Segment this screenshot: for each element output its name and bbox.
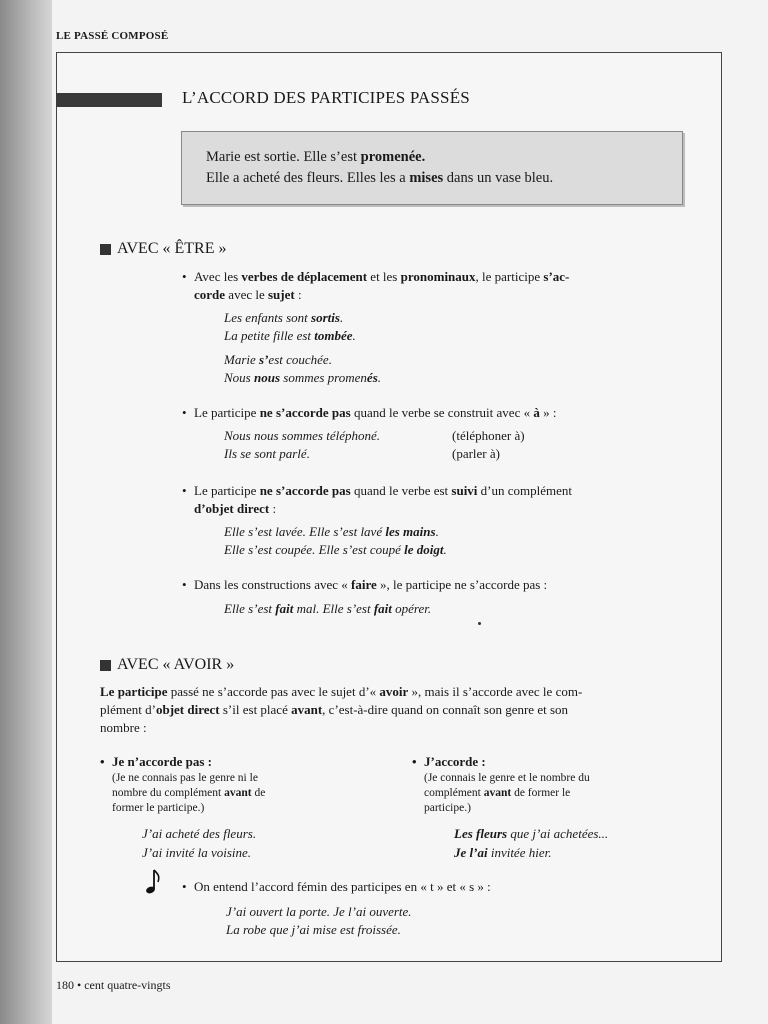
right-column-note: (Je connais le genre et le nombre du complément avant de former le participe.) bbox=[424, 772, 590, 814]
example-sentence: Nous nous sommes téléphoné. bbox=[224, 428, 380, 443]
bullet-icon: • bbox=[182, 269, 187, 284]
rule-objet-direct: • Le participe ne s’accorde pas quand le verbe est suivi d’un complément d’objet direct : bbox=[182, 483, 573, 516]
example-sentence: Nous nous sommes promenés. bbox=[224, 370, 382, 385]
example-sentence: J’ai invité la voisine. bbox=[142, 845, 252, 860]
bullet-icon: • bbox=[412, 754, 417, 769]
example-sentence: Les enfants sont sortis. bbox=[224, 310, 344, 325]
example-sentence: Marie s’est couchée. bbox=[224, 352, 332, 367]
bullet-icon: • bbox=[182, 577, 187, 592]
page-footer: 180 • cent quatre-vingts bbox=[56, 978, 171, 992]
example-line-1: Marie est sortie. Elle s’est promenée. bbox=[206, 149, 426, 165]
heading-avec-avoir: AVEC « AVOIR » bbox=[100, 656, 234, 674]
example-sentence: Elle s’est coupée. Elle s’est coupé le doigt. bbox=[224, 542, 447, 557]
title-bar-decoration bbox=[56, 93, 162, 107]
avoir-intro: Le participe passé ne s’accorde pas avec le sujet d’« avoir », mais il s’accorde avec le com- plément d’objet direct s’il est placé avant, c’est-à-dire quand on connaît son genre et son nombre : bbox=[100, 684, 583, 735]
music-note-icon bbox=[144, 868, 164, 896]
square-bullet-icon bbox=[100, 244, 111, 255]
rule-faire: • Dans les constructions avec « faire », le participe ne s’accorde pas : bbox=[182, 577, 548, 592]
heading-avec-etre: AVEC « ÊTRE » bbox=[100, 240, 226, 258]
page-number-words: cent quatre-vingts bbox=[84, 978, 171, 992]
example-sentence: Elle s’est lavée. Elle s’est lavé les mains. bbox=[224, 524, 439, 539]
bullet-icon: • bbox=[182, 405, 187, 420]
example-sentence: J’ai ouvert la porte. Je l’ai ouverte. bbox=[226, 904, 412, 919]
square-bullet-icon bbox=[100, 660, 111, 671]
example-sentence: Ils se sont parlé. bbox=[224, 446, 310, 461]
rule-construction-a: • Le participe ne s’accorde pas quand le verbe se construit avec « à » : bbox=[182, 405, 557, 420]
running-head: LE PASSÉ COMPOSÉ bbox=[56, 30, 169, 42]
example-sentence: La petite fille est tombée. bbox=[224, 328, 356, 343]
section-title: L’ACCORD DES PARTICIPES PASSÉS bbox=[182, 88, 470, 107]
example-sentence: Les fleurs que j’ai achetées... bbox=[454, 826, 609, 841]
example-sentence: Elle s’est fait mal. Elle s’est fait opérer. bbox=[224, 601, 432, 616]
page-number: 180 bbox=[56, 978, 74, 992]
page-gutter-shadow bbox=[0, 0, 52, 1024]
bullet-icon: • bbox=[182, 483, 187, 498]
example-box bbox=[181, 131, 683, 205]
rule-sound: • On entend l’accord fémin des participes en « t » et « s » : bbox=[182, 879, 491, 894]
example-gloss: (parler à) bbox=[452, 446, 500, 461]
bullet-icon: • bbox=[182, 879, 187, 894]
right-column-heading: • J’accorde : bbox=[412, 754, 486, 769]
rule-deplacement: • Avec les verbes de déplacement et les pronominaux, le participe s’ac- corde avec le sujet : bbox=[182, 269, 570, 302]
left-column-note: (Je ne connais pas le genre ni le nombre du complément avant de former le participe.) bbox=[112, 772, 266, 814]
example-sentence: La robe que j’ai mise est froissée. bbox=[226, 922, 401, 937]
bullet-icon: • bbox=[100, 754, 105, 769]
example-gloss: (téléphoner à) bbox=[452, 428, 525, 443]
example-sentence: J’ai acheté des fleurs. bbox=[142, 826, 257, 841]
left-column-heading: • Je n’accorde pas : bbox=[100, 754, 213, 769]
print-speck bbox=[478, 622, 481, 625]
example-line-2: Elle a acheté des fleurs. Elles les a mises dans un vase bleu. bbox=[206, 170, 554, 186]
example-sentence: Je l’ai invitée hier. bbox=[454, 845, 552, 860]
